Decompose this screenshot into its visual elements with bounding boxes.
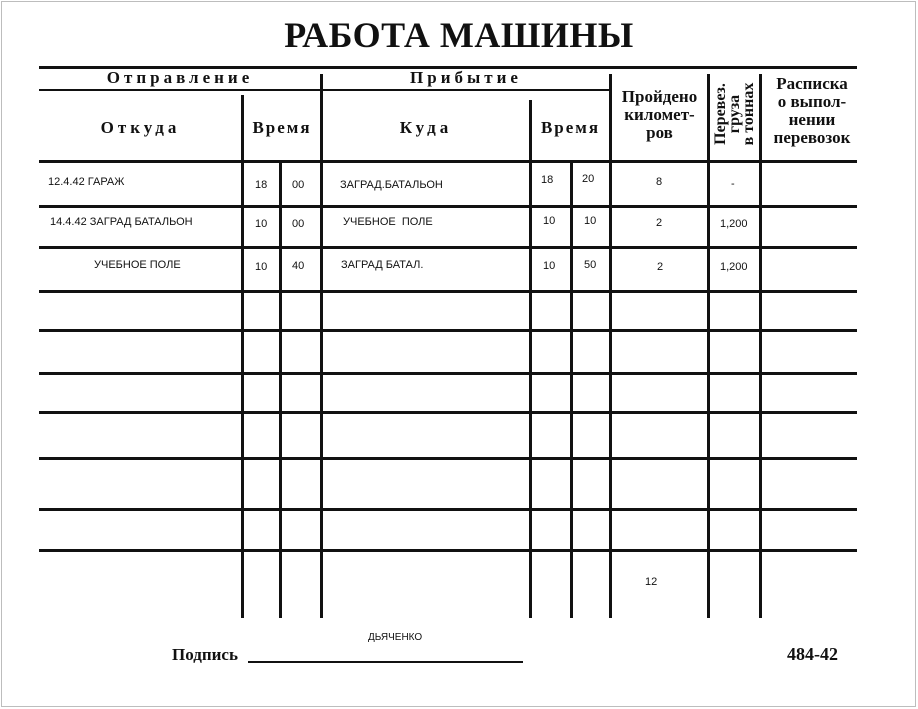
row2-from: 14.4.42 ЗАГРАД БАТАЛЬОН: [50, 216, 193, 228]
row1-km: 8: [656, 176, 663, 188]
header-cargo-line3: в тоннах: [740, 82, 757, 146]
header-receipt-line4: перевозок: [773, 128, 851, 147]
row1-to: ЗАГРАД.БАТАЛЬОН: [340, 179, 443, 191]
row1-cargo: -: [731, 178, 735, 190]
rule-row-1: [39, 205, 857, 208]
rule-subheader: [39, 89, 611, 91]
rule-row-3: [39, 290, 857, 293]
total-km: 12: [645, 576, 658, 588]
row1-arr-min: 20: [582, 173, 595, 185]
header-receipt-line3: нении: [788, 110, 836, 129]
signature-line: [248, 661, 523, 663]
row3-km: 2: [657, 261, 664, 273]
row2-cargo: 1,200: [720, 218, 748, 230]
header-cargo-line2: груза: [726, 94, 743, 134]
header-to: Куда: [399, 118, 453, 137]
col-divider-arr-time: [529, 100, 532, 618]
page-title: РАБОТА МАШИНЫ: [284, 15, 634, 55]
header-km-line1: Пройдено: [621, 87, 698, 106]
col-divider-cargo: [707, 74, 710, 618]
document-number: 484-42: [787, 644, 838, 664]
header-receipt-line2: о выпол-: [777, 92, 847, 111]
header-cargo-line1: Перевез.: [712, 83, 729, 145]
header-km-line2: километ-: [624, 105, 695, 124]
row3-from: УЧЕБНОЕ ПОЛЕ: [94, 259, 181, 271]
row2-dep-hour: 10: [255, 218, 268, 230]
rule-row-2: [39, 246, 857, 249]
rule-header-bottom: [39, 160, 857, 163]
col-divider-arrival: [320, 74, 323, 618]
header-receipt: [762, 75, 862, 147]
rule-row-6: [39, 411, 857, 414]
rule-row-5: [39, 372, 857, 375]
header-km: [612, 88, 707, 142]
row2-to: УЧЕБНОЕ ПОЛЕ: [343, 216, 433, 228]
row1-from: 12.4.42 ГАРАЖ: [48, 176, 125, 188]
row3-arr-hour: 10: [543, 260, 556, 272]
row2-km: 2: [656, 217, 663, 229]
header-dep-time: Время: [252, 118, 312, 137]
row1-dep-min: 00: [292, 179, 305, 191]
row2-arr-hour: 10: [543, 215, 556, 227]
row3-arr-min: 50: [584, 259, 597, 271]
row3-cargo: 1,200: [720, 261, 748, 273]
col-divider-receipt: [759, 74, 762, 618]
header-departure: Отправление: [106, 68, 254, 87]
header-arr-time: Время: [540, 118, 601, 137]
header-arrival: Прибытие: [410, 68, 522, 87]
rule-row-4: [39, 329, 857, 332]
signature-name: ДЬЯЧЕНКО: [368, 632, 423, 643]
col-divider-dep-time: [241, 95, 244, 618]
col-divider-arr-min: [570, 160, 573, 618]
row1-arr-hour: 18: [541, 174, 554, 186]
col-divider-dep-min: [279, 160, 282, 618]
header-receipt-line1: Расписка: [776, 74, 848, 93]
rule-row-9: [39, 549, 857, 552]
row3-dep-min: 40: [292, 260, 305, 272]
row2-arr-min: 10: [584, 215, 597, 227]
row3-to: ЗАГРАД БАТАЛ.: [341, 259, 424, 271]
row3-dep-hour: 10: [255, 261, 268, 273]
row2-dep-min: 00: [292, 218, 305, 230]
rule-row-7: [39, 457, 857, 460]
header-from: Откуда: [100, 118, 181, 137]
rule-row-8: [39, 508, 857, 511]
header-km-line3: ров: [646, 123, 673, 142]
signature-label: Подпись: [172, 645, 238, 664]
col-divider-km: [609, 74, 612, 618]
row1-dep-hour: 18: [255, 179, 268, 191]
